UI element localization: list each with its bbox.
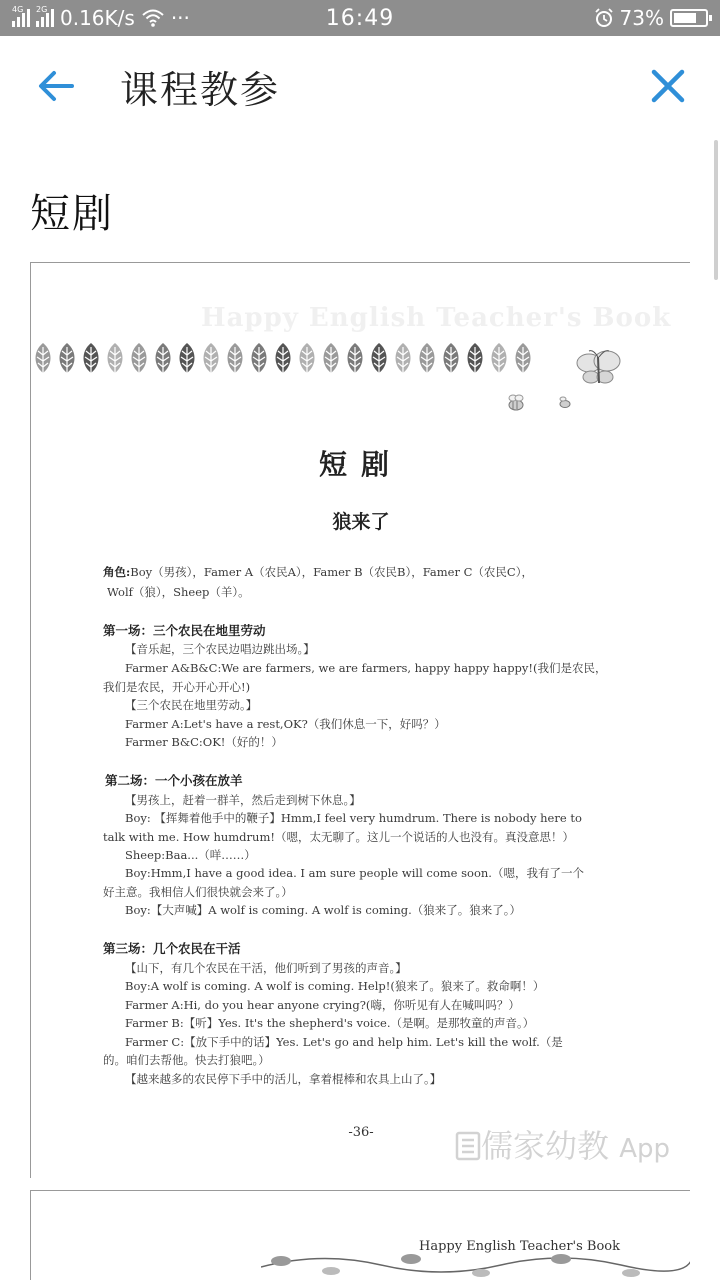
more-notifications: ··· <box>170 6 190 30</box>
network-speed: 0.16K/s <box>60 6 135 30</box>
scene-1-line: 我们是农民，开心开心开心!) <box>103 680 251 694</box>
roles-text: Boy（男孩），Famer A（农民A），Famer B（农民B），Famer C（农民C）， <box>130 565 533 579</box>
scene-3-line: Farmer A:Hi, do you hear anyone crying?(嗨，你听见有人在喊叫吗？） <box>125 998 520 1012</box>
status-right <box>594 6 708 30</box>
leaf-icon <box>295 341 319 381</box>
section-heading: 短剧 <box>30 191 114 237</box>
leaf-icon <box>367 341 391 381</box>
battery-icon <box>670 9 708 27</box>
leaf-icon <box>31 341 55 381</box>
leaf-icon <box>319 341 343 381</box>
battery-percent: 73% <box>619 6 664 30</box>
leaf-icon <box>199 341 223 381</box>
scene-3-line: 【山下，有几个农民在干活，他们听到了男孩的声音。】 <box>125 961 407 975</box>
scene-2-title: 第二场：一个小孩在放羊 <box>105 773 243 788</box>
signal-icon: 4G <box>12 9 30 27</box>
scene-1-title: 第一场：三个农民在地里劳动 <box>103 623 266 638</box>
scrollbar[interactable] <box>714 140 718 280</box>
alarm-icon <box>594 8 614 28</box>
roles-label: 角色: <box>103 565 131 579</box>
leaf-icon <box>103 341 127 381</box>
close-button[interactable] <box>638 56 698 116</box>
butterfly-icon <box>575 349 623 389</box>
arrow-left-icon <box>36 68 76 104</box>
scene-3-line: Farmer C:【放下手中的话】Yes. Let's go and help him. Let's kill the wolf.（是 <box>125 1035 563 1049</box>
leaf-icon <box>415 341 439 381</box>
watermark-suffix: App <box>619 1134 670 1164</box>
leaf-icon <box>511 341 535 381</box>
leaf-icon <box>271 341 295 381</box>
app-header <box>0 36 720 136</box>
scene-1-line: Farmer A&B&C:We are farmers, we are farmers, happy happy happy!(我们是农民， <box>125 661 607 675</box>
scene-2-line: Boy:【大声喊】A wolf is coming. A wolf is coming.（狼来了。狼来了。） <box>125 903 521 917</box>
back-button[interactable] <box>26 56 86 116</box>
close-icon <box>650 68 686 104</box>
leaf-icon <box>439 341 463 381</box>
logo-icon <box>455 1131 481 1161</box>
document-page-next <box>30 1190 690 1280</box>
leaf-icon <box>391 341 415 381</box>
page-title: 课程教参 <box>120 67 281 112</box>
leaf-icon <box>463 341 487 381</box>
leaf-icon <box>343 341 367 381</box>
signal-icon-2: 2G <box>36 9 54 27</box>
status-time: 16:49 <box>325 5 395 31</box>
scene-1-line: Farmer B&C:OK!（好的！） <box>125 735 283 749</box>
leaf-icon <box>487 341 511 381</box>
leaf-icon <box>247 341 271 381</box>
scene-2-line: Sheep:Baa...（咩……） <box>125 848 256 862</box>
scene-3-line: Farmer B:【听】Yes. It's the shepherd's voice.（是啊。是那牧童的声音。） <box>125 1016 535 1030</box>
next-page-header: Happy English Teacher's Book <box>418 1239 620 1254</box>
scene-2-line: Boy:Hmm,I have a good idea. I am sure people will come soon.（嗯，我有了一个 <box>125 866 584 880</box>
page-watermark: Happy English Teacher's Book <box>201 303 672 333</box>
scene-1-line: 【三个农民在地里劳动。】 <box>125 698 258 712</box>
page-number: -36- <box>348 1125 374 1140</box>
status-bar <box>0 0 720 36</box>
leaf-icon <box>223 341 247 381</box>
leaf-icon <box>79 341 103 381</box>
scene-3-line: 的。咱们去帮他。快去打狼吧。） <box>103 1053 270 1067</box>
document-page <box>30 262 690 1178</box>
scene-3-line: 【越来越多的农民停下手中的活儿，拿着棍棒和农具上山了。】 <box>125 1072 442 1086</box>
bee-icon <box>505 393 527 413</box>
scene-3-line: Boy:A wolf is coming. A wolf is coming. Help!(狼来了。狼来了。救命啊！） <box>125 979 545 993</box>
bee-icon-small <box>557 395 573 409</box>
scene-3-title: 第三场：几个农民在干活 <box>103 941 241 956</box>
leaf-icon <box>55 341 79 381</box>
watermark-text: 儒家幼教 <box>481 1127 610 1165</box>
scene-2-line: talk with me. How humdrum!（嗯，太无聊了。这儿一个说话的人也没有。真没意思！） <box>103 830 574 844</box>
roles-line-2: Wolf（狼），Sheep（羊）。 <box>107 585 250 599</box>
document-subtitle: 狼来了 <box>332 511 390 533</box>
wifi-icon <box>141 8 165 28</box>
leaf-icon <box>127 341 151 381</box>
document-title: 短剧 <box>318 448 403 481</box>
scene-2-line: 【男孩上，赶着一群羊，然后走到树下休息。】 <box>125 793 361 807</box>
status-left <box>12 6 190 30</box>
battery-level <box>674 13 696 23</box>
roles-line-1 <box>103 563 533 582</box>
leaf-icon <box>151 341 175 381</box>
app-watermark <box>455 1121 670 1167</box>
scene-2-line: Boy: 【挥舞着他手中的鞭子】Hmm,I feel very humdrum. There is nobody here to <box>125 811 582 825</box>
leaf-border <box>31 341 535 385</box>
scene-1-line: 【音乐起，三个农民边唱边跳出场。】 <box>125 642 315 656</box>
leaf-icon <box>175 341 199 381</box>
scene-2-line: 好主意。我相信人们很快就会来了。） <box>103 885 293 899</box>
scene-1-line: Farmer A:Let's have a rest,OK?（我们休息一下，好吗？） <box>125 717 446 731</box>
